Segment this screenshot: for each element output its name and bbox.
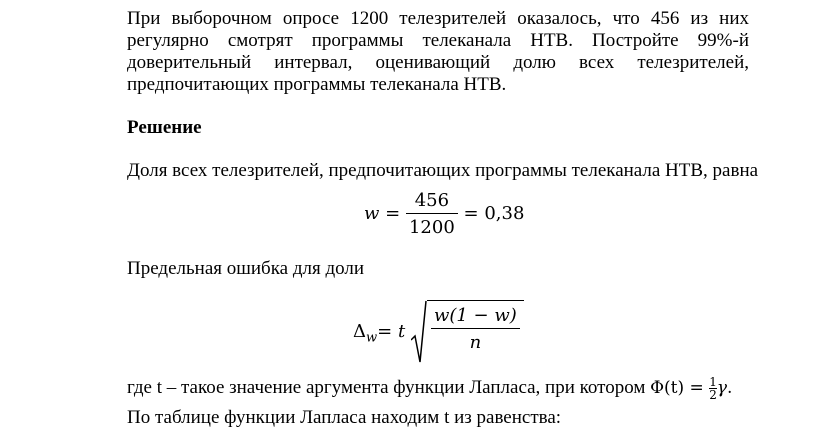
solution-heading: Решение (127, 117, 202, 138)
laplace-line (127, 376, 732, 401)
share-fraction (406, 190, 458, 238)
radicand-numerator: w(1 − w) (433, 305, 517, 326)
error-description: Предельная ошибка для доли (127, 258, 365, 279)
phi-expression: Φ(t) = (650, 378, 704, 398)
delta-subscript: w (366, 330, 378, 346)
error-formula-t: t (397, 321, 406, 342)
formula-period: . (727, 378, 733, 398)
error-formula-eq: = (377, 321, 393, 342)
radical-sign-icon (411, 300, 427, 364)
error-formula (353, 300, 524, 364)
share-formula-lhs: w (364, 203, 380, 224)
laplace-description: где t – такое значение аргумента функции Лапласа, при котором (127, 377, 646, 398)
radicand-denominator: n (469, 332, 482, 353)
radicand (427, 300, 524, 364)
radicand-fraction (431, 305, 520, 353)
half-numerator: 1 (709, 375, 717, 389)
delta-symbol: Δ (353, 321, 366, 342)
sqrt-expression (411, 300, 524, 364)
share-denominator: 1200 (408, 217, 455, 238)
share-formula-result: = 0,38 (463, 203, 525, 224)
share-formula-eq: = (385, 203, 401, 224)
share-description: Доля всех телезрителей, предпочитающих программы телеканала НТВ, равна (127, 160, 759, 181)
problem-statement: При выборочном опросе 1200 телезрителей оказалось, что 456 из них регулярно смотрят программы телеканала НТВ. Постройте 99%-й доверительный интервал, оценивающий долю всех телезрителей, предпочитающих программы телеканала НТВ. (127, 8, 749, 95)
half-fraction (709, 376, 717, 401)
share-numerator: 456 (414, 190, 450, 211)
laplace-formula (650, 375, 733, 402)
table-lookup-text: По таблице функции Лапласа находим t из равенства: (127, 407, 562, 428)
share-formula (364, 190, 524, 238)
gamma-symbol: γ (716, 378, 728, 398)
half-denominator: 2 (709, 388, 717, 402)
